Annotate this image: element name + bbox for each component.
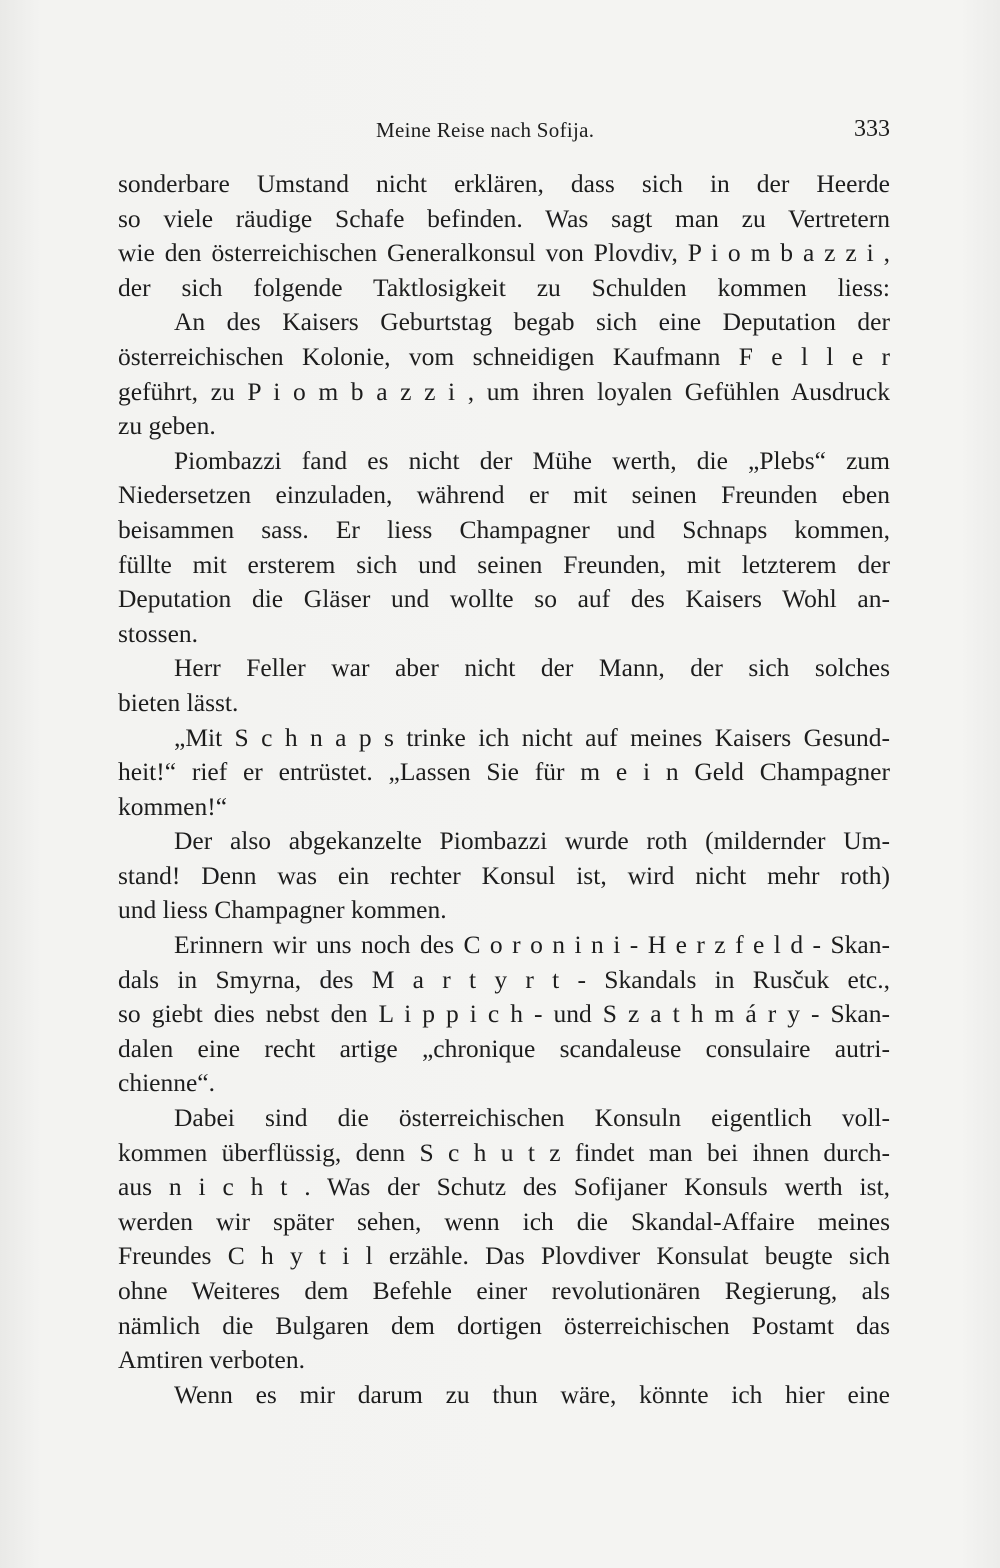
text-line: kommen überflüssig, denn S c h u t z findet man bei ihnen durch-	[118, 1137, 890, 1167]
text-line: Piombazzi fand es nicht der Mühe werth, die „Plebs“ zum	[174, 445, 890, 475]
text-line: chienne“.	[118, 1068, 215, 1098]
text-line: Niedersetzen einzuladen, während er mit seinen Freunden eben	[118, 480, 890, 510]
text-line: „Mit S c h n a p s trinke ich nicht auf meines Kaisers Gesund-	[174, 722, 890, 752]
page-header	[118, 118, 890, 152]
text-line: stand! Denn was ein rechter Konsul ist, wird nicht mehr roth)	[118, 860, 890, 890]
text-line: ohne Weiteres dem Befehle einer revolutionären Regierung, als	[118, 1276, 890, 1305]
text-line: dalen eine recht artige „chronique scandaleuse consulaire autri-	[118, 1033, 890, 1063]
text-line: Erinnern wir uns noch des C o r o n i n i - H e r z f e l d - Skan-	[174, 930, 890, 960]
text-line: Dabei sind die österreichischen Konsuln eigentlich voll-	[174, 1103, 890, 1133]
text-line: kommen!“	[118, 791, 228, 821]
text-line: Der also abgekanzelte Piombazzi wurde roth (mildernder Um-	[174, 826, 890, 856]
text-line: sonderbare Umstand nicht erklären, dass sich in der Heerde	[118, 169, 890, 198]
text-line: nämlich die Bulgaren dem dortigen österreichischen Postamt das	[118, 1310, 890, 1340]
body-text	[118, 167, 890, 1412]
text-line: österreichischen Kolonie, vom schneidigen Kaufmann F e l l e r	[118, 341, 890, 371]
text-line: bieten lässt.	[118, 687, 239, 717]
running-head: Meine Reise nach Sofija.	[376, 118, 595, 142]
text-line: aus n i c h t . Was der Schutz des Sofijaner Konsuls werth ist,	[118, 1172, 890, 1202]
text-line: der sich folgende Taktlosigkeit zu Schulden kommen liess:	[118, 272, 890, 302]
text-line: Deputation die Gläser und wollte so auf des Kaisers Wohl an-	[118, 584, 890, 614]
text-line: An des Kaisers Geburtstag begab sich eine Deputation der	[174, 307, 890, 337]
text-line: so viele räudige Schafe befinden. Was sagt man zu Vertretern	[118, 203, 890, 233]
text-line: stossen.	[118, 618, 199, 648]
text-line: beisammen sass. Er liess Champagner und Schnaps kommen,	[118, 514, 890, 544]
text-line: und liess Champagner kommen.	[118, 895, 447, 925]
text-line: zu geben.	[118, 411, 216, 441]
text-line: dals in Smyrna, des M a r t y r t - Skandals in Rusčuk etc.,	[118, 964, 890, 994]
text-line: heit!“ rief er entrüstet. „Lassen Sie für m e i n Geld Champagner	[118, 757, 890, 787]
text-line: Amtiren verboten.	[118, 1345, 305, 1375]
text-line: geführt, zu P i o m b a z z i , um ihren loyalen Gefühlen Ausdruck	[118, 376, 890, 406]
text-line: Herr Feller war aber nicht der Mann, der sich solches	[174, 653, 890, 683]
text-line: so giebt dies nebst den L i p p i c h - und S z a t h m á r y - Skan-	[118, 999, 890, 1029]
page-number: 333	[854, 116, 890, 142]
text-line: füllte mit ersterem sich und seinen Freunden, mit letzterem der	[118, 549, 890, 579]
text-line: wie den österreichischen Generalkonsul von Plovdiv, P i o m b a z z i ,	[118, 238, 890, 268]
text-line: werden wir später sehen, wenn ich die Skandal-Affaire meines	[118, 1206, 890, 1236]
text-line: Wenn es mir darum zu thun wäre, könnte ich hier eine	[174, 1379, 890, 1409]
text-line: Freundes C h y t i l erzähle. Das Plovdiver Konsulat beugte sich	[118, 1241, 890, 1271]
